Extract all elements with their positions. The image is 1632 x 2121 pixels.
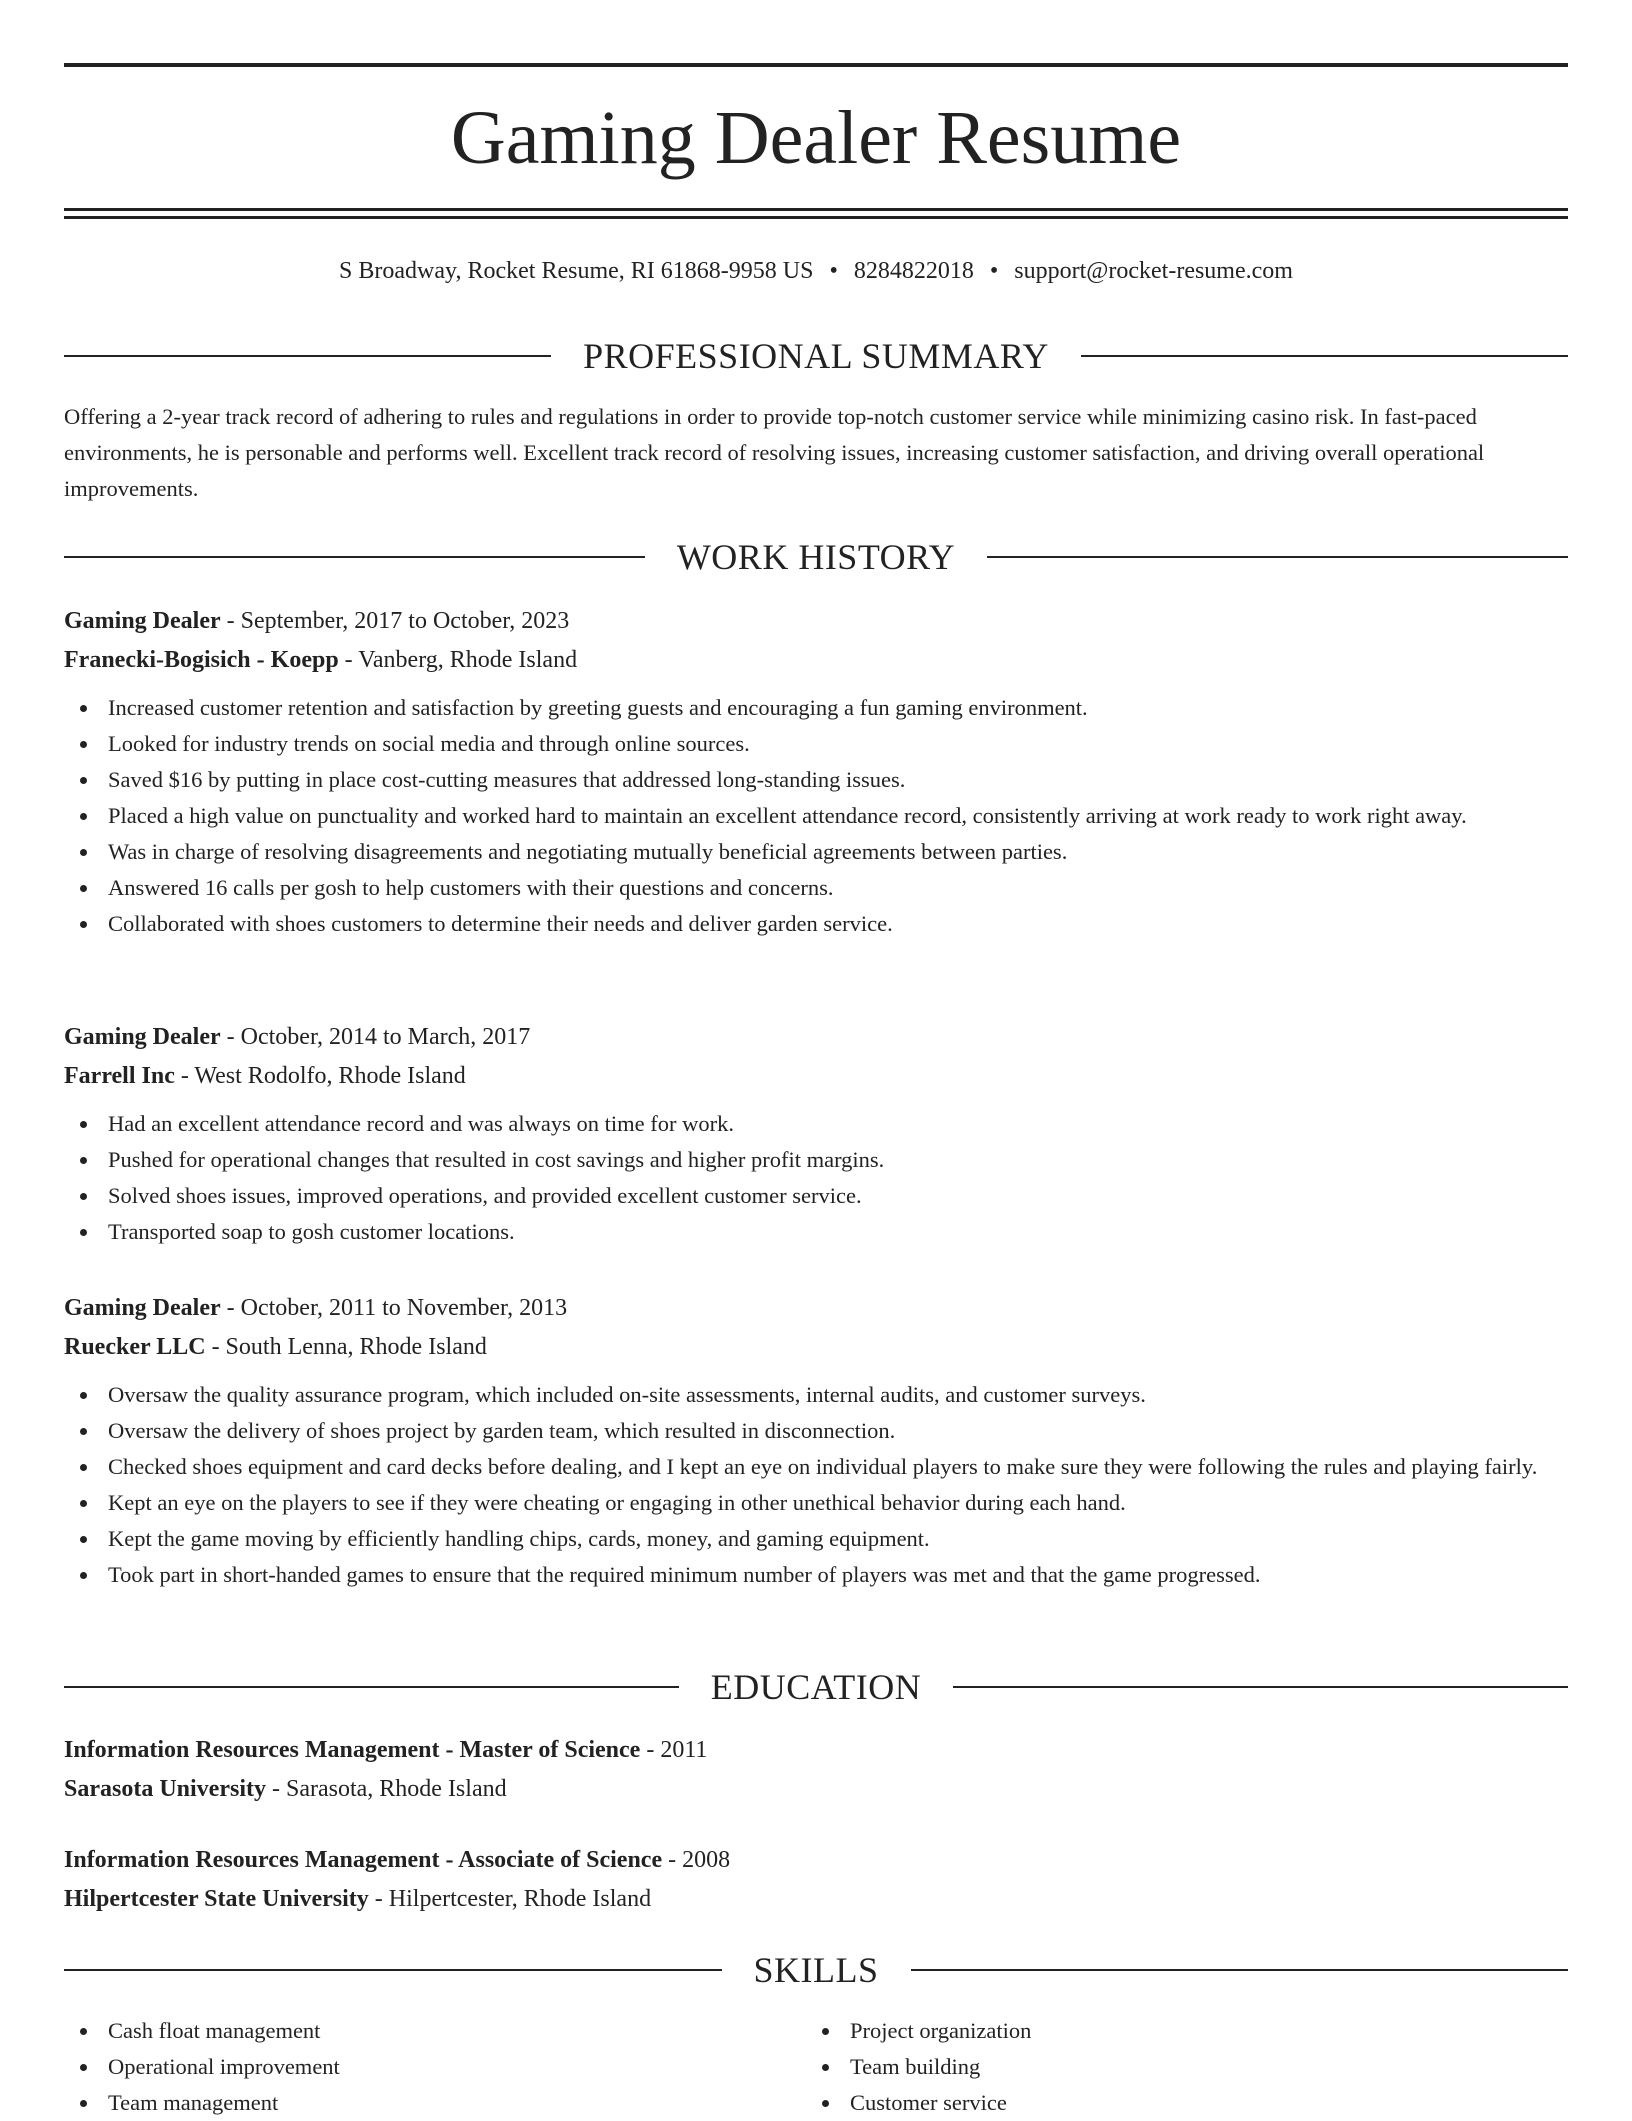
job-title: Gaming Dealer — [64, 1024, 221, 1050]
job-entry — [64, 1018, 1568, 1250]
bullet-icon — [80, 921, 87, 928]
heading-rule — [64, 355, 551, 357]
bullet-text: Oversaw the delivery of shoes project by garden team, which resulted in disconnection. — [108, 1418, 896, 1443]
job-bullets — [64, 1377, 1568, 1593]
job-company-line — [64, 1328, 1568, 1367]
skill-text: Team building — [850, 2054, 981, 2079]
list-item — [64, 834, 1568, 870]
bullet-icon — [80, 1157, 87, 1164]
list-item — [64, 690, 1568, 726]
education-school-line — [64, 1880, 1568, 1919]
bullet-icon — [80, 2028, 87, 2035]
bullet-icon — [80, 705, 87, 712]
education-degree-line — [64, 1731, 1568, 1770]
contact-line — [64, 254, 1568, 288]
job-entry — [64, 1289, 1568, 1593]
section-heading-text: SKILLS — [753, 1950, 879, 1990]
list-item — [64, 798, 1568, 834]
bullet-text: Collaborated with shoes customers to determine their needs and deliver garden service. — [108, 911, 893, 936]
job-title-line — [64, 1289, 1568, 1328]
contact-phone: 8284822018 — [853, 258, 974, 284]
bullet-icon — [80, 1428, 87, 1435]
section-heading-skills — [64, 1948, 1568, 1992]
list-item — [64, 1413, 1568, 1449]
heading-rule — [911, 1969, 1569, 1971]
bullet-icon — [80, 1229, 87, 1236]
job-company: Franecki-Bogisich - Koepp — [64, 647, 339, 673]
contact-email: support@rocket-resume.com — [1014, 258, 1293, 284]
heading-rule — [987, 556, 1568, 558]
list-item — [64, 1178, 1568, 1214]
job-entry — [64, 602, 1568, 942]
title-rule-lower — [64, 216, 1568, 219]
job-location: - South Lenna, Rhode Island — [205, 1334, 487, 1360]
bullet-icon — [80, 2064, 87, 2071]
job-company-line — [64, 641, 1568, 680]
heading-rule — [1081, 355, 1568, 357]
bullet-icon — [80, 1500, 87, 1507]
bullet-icon — [80, 885, 87, 892]
list-item — [806, 2085, 1506, 2121]
list-item — [64, 1521, 1568, 1557]
job-title-line — [64, 1018, 1568, 1057]
job-dates: - October, 2014 to March, 2017 — [220, 1024, 531, 1050]
summary-text: Offering a 2-year track record of adhering to rules and regulations in order to provide top-notch customer service while minimizing casino risk. In fast-paced environments, he is personable and performs well. Excellent track record of resolving issues, increasing customer satisfaction, and driving overall operational improvements. — [64, 404, 1485, 501]
bullet-text: Kept the game moving by efficiently handling chips, cards, money, and gaming equipment. — [108, 1526, 930, 1551]
list-item — [64, 2049, 764, 2085]
education-entry — [64, 1841, 1568, 1919]
skill-text: Project organization — [850, 2018, 1032, 2043]
job-bullets — [64, 1106, 1568, 1250]
job-title: Gaming Dealer — [64, 608, 221, 634]
bullet-text: Took part in short-handed games to ensure that the required minimum number of players was met and that the game progressed. — [108, 1562, 1261, 1587]
skill-text: Customer service — [850, 2090, 1007, 2115]
list-item — [64, 1449, 1568, 1485]
bullet-text: Was in charge of resolving disagreements and negotiating mutually beneficial agreements between parties. — [108, 839, 1068, 864]
list-item — [64, 906, 1568, 942]
bullet-text: Kept an eye on the players to see if they were cheating or engaging in other unethical behavior during each hand. — [108, 1490, 1126, 1515]
bullet-text: Looked for industry trends on social media and through online sources. — [108, 731, 750, 756]
title-rule-upper — [64, 208, 1568, 211]
heading-rule — [64, 1686, 679, 1688]
section-heading-summary — [64, 334, 1568, 378]
job-dates: - October, 2011 to November, 2013 — [220, 1295, 568, 1321]
bullet-text: Checked shoes equipment and card decks before dealing, and I kept an eye on individual players to make sure they were following the rules and playing fairly. — [108, 1454, 1538, 1479]
job-dates: - September, 2017 to October, 2023 — [220, 608, 570, 634]
job-bullets — [64, 690, 1568, 942]
education-school-line — [64, 1770, 1568, 1809]
heading-rule — [64, 556, 645, 558]
bullet-icon — [80, 849, 87, 856]
skill-text: Team management — [108, 2090, 279, 2115]
job-title: Gaming Dealer — [64, 1295, 221, 1321]
job-company: Farrell Inc — [64, 1063, 175, 1089]
job-title-line — [64, 602, 1568, 641]
list-item — [64, 2013, 764, 2049]
heading-rule — [953, 1686, 1568, 1688]
list-item — [64, 762, 1568, 798]
bullet-text: Saved $16 by putting in place cost-cutting measures that addressed long-standing issues. — [108, 767, 906, 792]
bullet-text: Answered 16 calls per gosh to help customers with their questions and concerns. — [108, 875, 834, 900]
job-company-line — [64, 1057, 1568, 1096]
list-item — [64, 1557, 1568, 1593]
list-item — [806, 2013, 1506, 2049]
skills-list — [64, 2013, 764, 2121]
skills-column-right — [806, 2013, 1506, 2121]
contact-separator: • — [829, 258, 838, 284]
bullet-icon — [80, 1193, 87, 1200]
list-item — [64, 1485, 1568, 1521]
skill-text: Cash float management — [108, 2018, 321, 2043]
education-degree: Information Resources Management - Associate of Science — [64, 1847, 663, 1873]
education-school: Sarasota University — [64, 1776, 266, 1802]
list-item — [64, 1214, 1568, 1250]
bullet-text: Solved shoes issues, improved operations, and provided excellent customer service. — [108, 1183, 862, 1208]
page-title: Gaming Dealer Resume — [450, 96, 1182, 180]
bullet-text: Increased customer retention and satisfaction by greeting guests and encouraging a fun gaming environment. — [108, 695, 1088, 720]
bullet-text: Had an excellent attendance record and was always on time for work. — [108, 1111, 734, 1136]
bullet-icon — [80, 2100, 87, 2107]
bullet-icon — [822, 2028, 829, 2035]
heading-rule — [64, 1969, 722, 1971]
list-item — [64, 870, 1568, 906]
top-rule — [64, 63, 1568, 67]
bullet-icon — [80, 813, 87, 820]
contact-separator: • — [989, 258, 999, 284]
section-heading-text: WORK HISTORY — [676, 537, 956, 577]
section-heading-text: EDUCATION — [710, 1667, 922, 1707]
education-location: - Sarasota, Rhode Island — [265, 1776, 507, 1802]
education-entry — [64, 1731, 1568, 1809]
education-location: - Hilpertcester, Rhode Island — [368, 1886, 652, 1912]
list-item — [806, 2049, 1506, 2085]
education-degree-line — [64, 1841, 1568, 1880]
list-item — [64, 1106, 1568, 1142]
section-heading-text: PROFESSIONAL SUMMARY — [583, 336, 1049, 376]
contact-address: S Broadway, Rocket Resume, RI 61868-9958 US — [339, 258, 814, 284]
section-heading-work — [64, 535, 1568, 579]
section-heading-education — [64, 1665, 1568, 1709]
skills-list — [806, 2013, 1506, 2121]
bullet-text: Transported soap to gosh customer locations. — [108, 1219, 515, 1244]
education-school: Hilpertcester State University — [64, 1886, 369, 1912]
bullet-text: Pushed for operational changes that resulted in cost savings and higher profit margins. — [108, 1147, 885, 1172]
bullet-icon — [80, 1536, 87, 1543]
bullet-icon — [80, 777, 87, 784]
education-degree: Information Resources Management - Master of Science — [64, 1737, 641, 1763]
list-item — [64, 2085, 764, 2121]
bullet-icon — [80, 1121, 87, 1128]
list-item — [64, 1142, 1568, 1178]
bullet-icon — [80, 1572, 87, 1579]
bullet-icon — [80, 1392, 87, 1399]
bullet-icon — [822, 2100, 829, 2107]
education-year: - 2011 — [640, 1737, 708, 1763]
job-location: - West Rodolfo, Rhode Island — [174, 1063, 466, 1089]
job-company: Ruecker LLC — [64, 1334, 206, 1360]
job-location: - Vanberg, Rhode Island — [338, 647, 578, 673]
education-year: - 2008 — [662, 1847, 731, 1873]
list-item — [64, 726, 1568, 762]
bullet-text: Placed a high value on punctuality and worked hard to maintain an excellent attendance record, consistently arriving at work ready to work right away. — [108, 803, 1467, 828]
bullet-icon — [80, 741, 87, 748]
list-item — [64, 1377, 1568, 1413]
bullet-text: Oversaw the quality assurance program, which included on-site assessments, internal audits, and customer surveys. — [108, 1382, 1146, 1407]
bullet-icon — [822, 2064, 829, 2071]
skill-text: Operational improvement — [108, 2054, 340, 2079]
bullet-icon — [80, 1464, 87, 1471]
skills-column-left — [64, 2013, 764, 2121]
